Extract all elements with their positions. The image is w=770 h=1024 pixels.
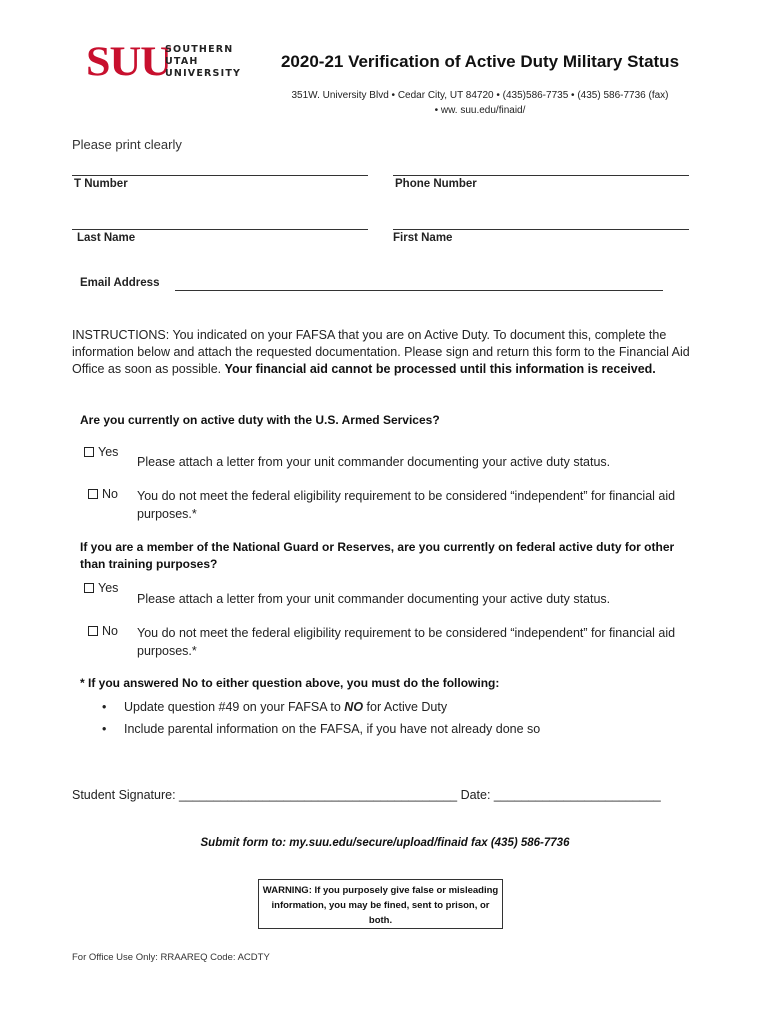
first-name-line[interactable]: [393, 229, 689, 230]
bullet-dot-icon: •: [102, 722, 107, 736]
suu-logo-mark: SUU: [86, 38, 172, 85]
signature-line[interactable]: Student Signature: ________________________________________ Date: ________________________: [72, 788, 661, 802]
phone-number-line[interactable]: [393, 175, 689, 176]
q2-yes-text: Please attach a letter from your unit commander documenting your active duty status.: [137, 592, 611, 606]
q2-no-text: You do not meet the federal eligibility requirement to be considered “independent” for financial aid purposes.*: [137, 626, 676, 658]
instructions-text: INSTRUCTIONS: You indicated on your FAFSA that you are on Active Duty. To document this, complete the information below and attach the requested documentation. Please sign and return this form to the Financial Aid Office as soon as possible.: [72, 328, 690, 376]
address-line-1: 351W. University Blvd • Cedar City, UT 84720 • (435)586-7735 • (435) 586-7736 (fax): [291, 90, 669, 101]
q2-no-checkbox[interactable]: [88, 626, 98, 636]
email-line[interactable]: [175, 290, 663, 291]
form-title: 2020-21 Verification of Active Duty Military Status: [280, 52, 680, 71]
email-label: Email Address: [80, 277, 160, 289]
phone-number-label: Phone Number: [395, 178, 477, 190]
bullet-dot-icon: •: [102, 700, 107, 714]
q2-yes-label: Yes: [98, 581, 119, 595]
logo-line-1: SOUTHERN: [165, 44, 234, 55]
question-1: Are you currently on active duty with the U.S. Armed Services?: [80, 413, 440, 427]
t-number-line[interactable]: [72, 175, 368, 176]
bullet-item-1: • Update question #49 on your FAFSA to NO for Active Duty: [102, 700, 448, 714]
q2-yes-checkbox[interactable]: [84, 583, 94, 593]
q1-no-label: No: [102, 487, 118, 501]
q1-no-checkbox[interactable]: [88, 489, 98, 499]
q1-no-text: You do not meet the federal eligibility requirement to be considered “independent” for financial aid purposes.*: [137, 489, 676, 521]
address-line-2: • ww. suu.edu/finaid/: [434, 105, 526, 116]
logo-line-3: UNIVERSITY: [165, 68, 242, 79]
q1-yes-checkbox[interactable]: [84, 447, 94, 457]
address-block: [250, 88, 710, 118]
follow-up-note: * If you answered No to either question above, you must do the following:: [80, 676, 500, 690]
warning-box: WARNING: If you purposely give false or misleading information, you may be fined, sent to prison, or both.: [258, 879, 503, 929]
last-name-line[interactable]: [72, 229, 368, 230]
q1-yes-label: Yes: [98, 445, 119, 459]
suu-logo-wordmark: [165, 44, 241, 80]
instructions-bold: Your financial aid cannot be processed until this information is received.: [224, 362, 656, 376]
q1-yes-option[interactable]: [84, 445, 118, 459]
first-name-label: First Name: [393, 232, 453, 244]
q1-yes-text: Please attach a letter from your unit commander documenting your active duty status.: [137, 455, 611, 469]
print-note: Please print clearly: [72, 137, 182, 152]
instructions: [72, 327, 702, 378]
q2-no-option[interactable]: [88, 624, 118, 638]
q1-no-option[interactable]: [88, 487, 118, 501]
q2-no-label: No: [102, 624, 118, 638]
q2-yes-option[interactable]: [84, 581, 118, 595]
bullet-item-2: • Include parental information on the FAFSA, if you have not already done so: [102, 722, 541, 736]
office-use-code: For Office Use Only: RRAAREQ Code: ACDTY: [72, 952, 270, 963]
logo-line-2: UTAH: [165, 56, 199, 67]
last-name-label: Last Name: [77, 232, 136, 244]
question-2: If you are a member of the National Guard or Reserves, are you currently on federal active duty for other than training purposes?: [80, 540, 675, 571]
t-number-label: T Number: [74, 178, 128, 190]
submit-instructions: Submit form to: my.suu.edu/secure/upload/finaid fax (435) 586-7736: [200, 837, 570, 849]
